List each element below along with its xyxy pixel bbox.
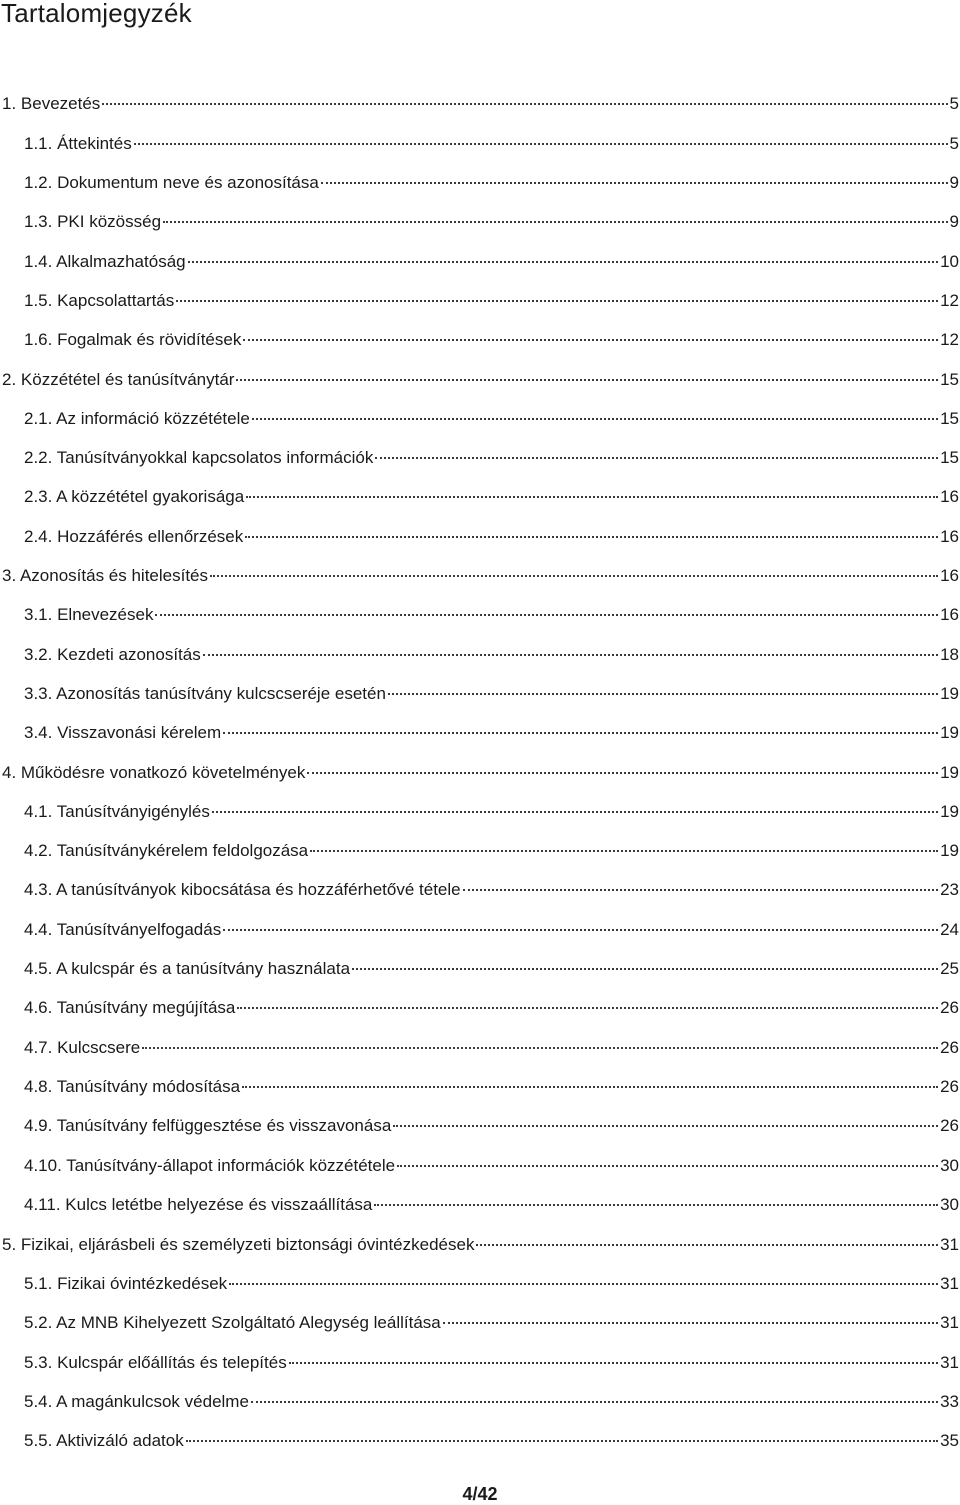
toc-dot-leader <box>307 772 938 774</box>
toc-dot-leader <box>142 1047 938 1049</box>
toc-dot-leader <box>210 575 938 577</box>
toc-entry-page: 16 <box>940 605 959 624</box>
toc-entry[interactable] <box>24 604 959 626</box>
toc-dot-leader <box>245 536 938 538</box>
toc-entry-label: 1. Bevezetés <box>2 94 101 113</box>
toc-entry-page: 10 <box>940 252 959 271</box>
toc-entry[interactable] <box>24 408 959 430</box>
toc-entry-page: 15 <box>940 448 959 467</box>
toc-entry-page: 15 <box>940 409 959 428</box>
toc-entry-page: 24 <box>940 920 959 939</box>
toc-entry-page: 12 <box>940 291 959 310</box>
toc-entry[interactable] <box>2 369 959 391</box>
toc-entry-page: 19 <box>940 841 959 860</box>
toc-entry[interactable] <box>24 526 959 548</box>
toc-entry[interactable] <box>24 211 959 233</box>
toc-dot-leader <box>186 1440 938 1442</box>
toc-entry-page: 12 <box>940 330 959 349</box>
toc-entry-label: 3.1. Elnevezések <box>24 605 154 624</box>
page-title: Tartalomjegyzék <box>1 0 192 28</box>
toc-dot-leader <box>223 732 938 734</box>
toc-entry-page: 15 <box>940 370 959 389</box>
toc-entry-label: 4.6. Tanúsítvány megújítása <box>24 998 236 1017</box>
toc-entry[interactable] <box>24 879 959 901</box>
toc-entry[interactable] <box>24 919 959 941</box>
toc-dot-leader <box>443 1322 938 1324</box>
toc-dot-leader <box>463 889 938 891</box>
toc-entry-label: 1.5. Kapcsolattartás <box>24 291 175 310</box>
toc-dot-leader <box>397 1165 938 1167</box>
toc-entry-label: 2. Közzététel és tanúsítványtár <box>2 370 235 389</box>
toc-entry-label: 3. Azonosítás és hitelesítés <box>2 566 209 585</box>
toc-entry-page: 16 <box>940 487 959 506</box>
toc-entry-page: 23 <box>940 880 959 899</box>
toc-entry-label: 3.4. Visszavonási kérelem <box>24 723 222 742</box>
toc-entry[interactable] <box>24 1115 959 1137</box>
toc-entry[interactable] <box>24 1352 959 1374</box>
toc-dot-leader <box>476 1244 938 1246</box>
toc-dot-leader <box>223 929 938 931</box>
toc-dot-leader <box>243 339 938 341</box>
toc-entry-label: 4.5. A kulcspár és a tanúsítvány használata <box>24 959 351 978</box>
toc-dot-leader <box>388 693 938 695</box>
toc-entry[interactable] <box>24 1037 959 1059</box>
toc-entry-label: 3.3. Azonosítás tanúsítvány kulcscseréje esetén <box>24 684 386 703</box>
toc-entry[interactable] <box>24 329 959 351</box>
toc-dot-leader <box>252 418 938 420</box>
toc-entry-page: 18 <box>940 645 959 664</box>
toc-entry[interactable] <box>24 251 959 273</box>
toc-entry-page: 30 <box>940 1156 959 1175</box>
toc-entry-label: 4.8. Tanúsítvány módosítása <box>24 1077 241 1096</box>
toc-entry-label: 2.3. A közzététel gyakorisága <box>24 487 245 506</box>
toc-entry[interactable] <box>24 486 959 508</box>
toc-entry-label: 4.7. Kulcscsere <box>24 1038 141 1057</box>
toc-entry-label: 5.2. Az MNB Kihelyezett Szolgáltató Alegység leállítása <box>24 1313 441 1332</box>
toc-dot-leader <box>155 614 938 616</box>
toc-dot-leader <box>352 968 938 970</box>
toc-dot-leader <box>321 182 948 184</box>
toc-entry-label: 4.11. Kulcs letétbe helyezése és visszaállítása <box>24 1195 373 1214</box>
toc-dot-leader <box>188 261 938 263</box>
toc-entry-page: 31 <box>940 1235 959 1254</box>
toc-entry-page: 31 <box>940 1274 959 1293</box>
toc-entry-label: 1.6. Fogalmak és rövidítések <box>24 330 242 349</box>
toc-entry[interactable] <box>24 801 959 823</box>
toc-entry-page: 26 <box>940 998 959 1017</box>
toc-dot-leader <box>375 457 938 459</box>
toc-entry-label: 1.1. Áttekintés <box>24 134 132 153</box>
toc-entry-label: 4.2. Tanúsítványkérelem feldolgozása <box>24 841 309 860</box>
page-number: 4/42 <box>462 1484 498 1504</box>
toc-entry-label: 5. Fizikai, eljárásbeli és személyzeti biztonsági óvintézkedések <box>2 1235 475 1254</box>
toc-entry-page: 31 <box>940 1313 959 1332</box>
toc-entry[interactable] <box>24 644 959 666</box>
toc-entry-page: 19 <box>940 763 959 782</box>
toc-entry[interactable] <box>24 1076 959 1098</box>
toc-dot-leader <box>163 221 948 223</box>
toc-dot-leader <box>242 1086 938 1088</box>
toc-entry-label: 2.4. Hozzáférés ellenőrzések <box>24 527 244 546</box>
toc-dot-leader <box>246 496 938 498</box>
toc-entry-label: 5.5. Aktivizáló adatok <box>24 1431 184 1450</box>
toc-entry[interactable] <box>2 565 959 587</box>
toc-entry[interactable] <box>24 1430 959 1452</box>
toc-dot-leader <box>236 379 938 381</box>
toc-entry-page: 16 <box>940 527 959 546</box>
toc-entry[interactable] <box>2 1234 959 1256</box>
toc-entry-label: 4.4. Tanúsítványelfogadás <box>24 920 222 939</box>
toc-entry[interactable] <box>24 1391 959 1413</box>
toc-entry[interactable] <box>2 762 959 784</box>
toc-entry[interactable] <box>24 172 959 194</box>
toc-entry-page: 19 <box>940 684 959 703</box>
toc-entry[interactable] <box>24 290 959 312</box>
toc-entry-label: 2.2. Tanúsítványokkal kapcsolatos információk <box>24 448 374 467</box>
toc-entry-label: 4. Működésre vonatkozó követelmények <box>2 763 306 782</box>
toc-entry-label: 5.4. A magánkulcsok védelme <box>24 1392 249 1411</box>
toc-entry[interactable] <box>24 1194 959 1216</box>
toc-entry-label: 2.1. Az információ közzététele <box>24 409 250 428</box>
toc-entry-page: 9 <box>949 212 959 231</box>
toc-entry-page: 35 <box>940 1431 959 1450</box>
toc-entry[interactable] <box>24 958 959 980</box>
toc-dot-leader <box>237 1007 938 1009</box>
toc-entry[interactable] <box>24 447 959 469</box>
toc-entry[interactable] <box>24 1312 959 1334</box>
toc-entry-page: 30 <box>940 1195 959 1214</box>
toc-entry-label: 5.1. Fizikai óvintézkedések <box>24 1274 228 1293</box>
toc-entry-page: 26 <box>940 1077 959 1096</box>
toc-entry-page: 25 <box>940 959 959 978</box>
toc-entry-page: 9 <box>949 173 959 192</box>
toc-entry[interactable] <box>24 1273 959 1295</box>
toc-dot-leader <box>176 300 938 302</box>
toc-entry-page: 16 <box>940 566 959 585</box>
toc-entry[interactable] <box>24 133 959 155</box>
toc-entry[interactable] <box>2 93 959 115</box>
toc-entry-label: 1.3. PKI közösség <box>24 212 162 231</box>
toc-entry-label: 4.9. Tanúsítvány felfüggesztése és visszavonása <box>24 1116 392 1135</box>
toc-entry-page: 5 <box>949 94 959 113</box>
toc-dot-leader <box>212 811 938 813</box>
toc-entry-label: 1.2. Dokumentum neve és azonosítása <box>24 173 319 192</box>
toc-dot-leader <box>102 103 947 105</box>
toc-entry[interactable] <box>24 840 959 862</box>
toc-entry-page: 33 <box>940 1392 959 1411</box>
toc-dot-leader <box>393 1125 938 1127</box>
toc-entry-page: 31 <box>940 1353 959 1372</box>
toc-entry[interactable] <box>24 722 959 744</box>
toc-entry-page: 5 <box>949 134 959 153</box>
toc-entry-label: 4.3. A tanúsítványok kibocsátása és hozzáférhetővé tétele <box>24 880 461 899</box>
toc-entry[interactable] <box>24 1155 959 1177</box>
toc-entry-page: 26 <box>940 1038 959 1057</box>
toc-entry-label: 1.4. Alkalmazhatóság <box>24 252 186 271</box>
toc-entry-label: 3.2. Kezdeti azonosítás <box>24 645 201 664</box>
toc-dot-leader <box>289 1362 938 1364</box>
toc-entry[interactable] <box>24 683 959 705</box>
toc-entry[interactable] <box>24 997 959 1019</box>
toc-entry-page: 26 <box>940 1116 959 1135</box>
toc-dot-leader <box>134 143 948 145</box>
toc-entry-label: 4.1. Tanúsítványigénylés <box>24 802 210 821</box>
toc-dot-leader <box>310 850 938 852</box>
toc-dot-leader <box>251 1401 938 1403</box>
toc-entry-label: 4.10. Tanúsítvány-állapot információk közzététele <box>24 1156 396 1175</box>
toc-dot-leader <box>203 654 938 656</box>
toc-entry-page: 19 <box>940 802 959 821</box>
toc-dot-leader <box>229 1283 938 1285</box>
toc-entry-label: 5.3. Kulcspár előállítás és telepítés <box>24 1353 287 1372</box>
toc-dot-leader <box>374 1204 938 1206</box>
toc-entry-page: 19 <box>940 723 959 742</box>
